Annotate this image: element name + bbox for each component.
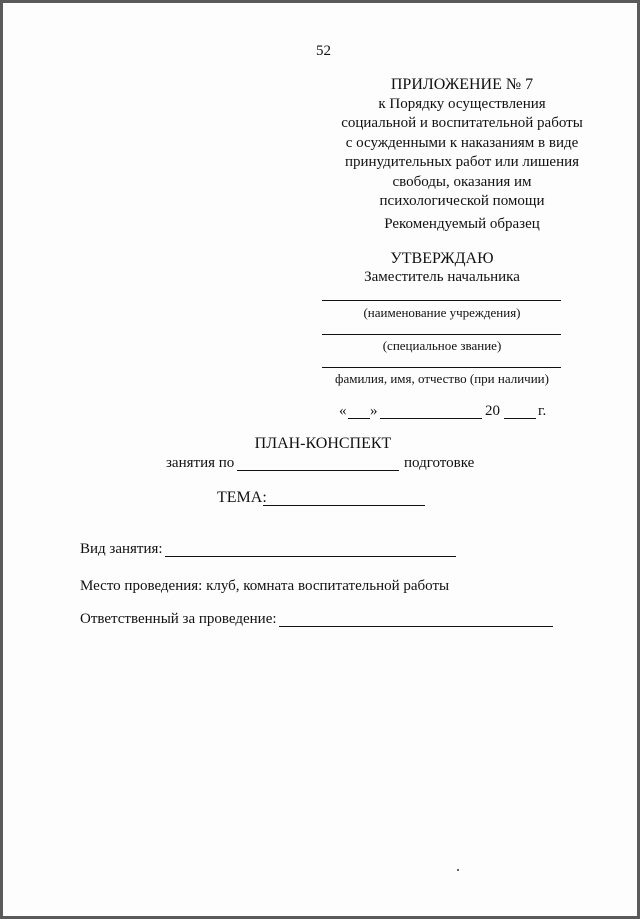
- document-page: [3, 3, 637, 916]
- appendix-line: свободы, оказания им: [392, 173, 532, 190]
- appendix-line: с осужденными к наказаниям в виде: [345, 134, 579, 151]
- lesson-type-line: [165, 556, 456, 557]
- name-line: [322, 367, 561, 368]
- date-open-quote: «: [339, 403, 347, 419]
- name-caption: фамилия, имя, отчество (при наличии): [335, 371, 549, 386]
- date-year-line: [504, 418, 536, 419]
- plan-subject-line: [237, 470, 399, 471]
- plan-subtitle-before: занятия по: [166, 455, 235, 471]
- date-year-prefix: 20: [485, 403, 500, 419]
- responsible-line: [279, 626, 553, 627]
- date-close-quote: »: [370, 403, 378, 419]
- theme-line: [263, 505, 425, 506]
- recommended-sample-note: Рекомендуемый образец: [384, 216, 540, 232]
- appendix-line: социальной и воспитательной работы: [341, 115, 583, 132]
- scan-speck: [457, 869, 459, 871]
- date-year-suffix: г.: [538, 403, 547, 419]
- date-day-line: [348, 418, 370, 419]
- institution-caption: (наименование учреждения): [363, 305, 521, 320]
- rank-caption: (специальное звание): [382, 338, 502, 353]
- location-text: Место проведения: клуб, комната воспитательной работы: [80, 578, 450, 594]
- lesson-type-label: Вид занятия:: [80, 541, 163, 557]
- approval-title: УТВЕРЖДАЮ: [390, 250, 494, 267]
- responsible-label: Ответственный за проведение:: [80, 611, 277, 627]
- appendix-title: ПРИЛОЖЕНИЕ № 7: [390, 76, 534, 93]
- appendix-line: к Порядку осуществления: [378, 96, 546, 112]
- appendix-line: принудительных работ или лишения: [344, 154, 580, 171]
- rank-line: [322, 334, 561, 335]
- appendix-line: психологической помощи: [379, 193, 545, 210]
- theme-label: ТЕМА:: [217, 489, 267, 506]
- appendix-header: [313, 75, 611, 211]
- appendix-reference: [313, 95, 611, 211]
- page-number: 52: [316, 43, 331, 59]
- approval-position: Заместитель начальника: [364, 269, 520, 285]
- date-month-line: [380, 418, 482, 419]
- plan-subtitle-after: подготовке: [404, 455, 475, 471]
- plan-title: ПЛАН-КОНСПЕКТ: [254, 435, 392, 452]
- institution-line: [322, 300, 561, 301]
